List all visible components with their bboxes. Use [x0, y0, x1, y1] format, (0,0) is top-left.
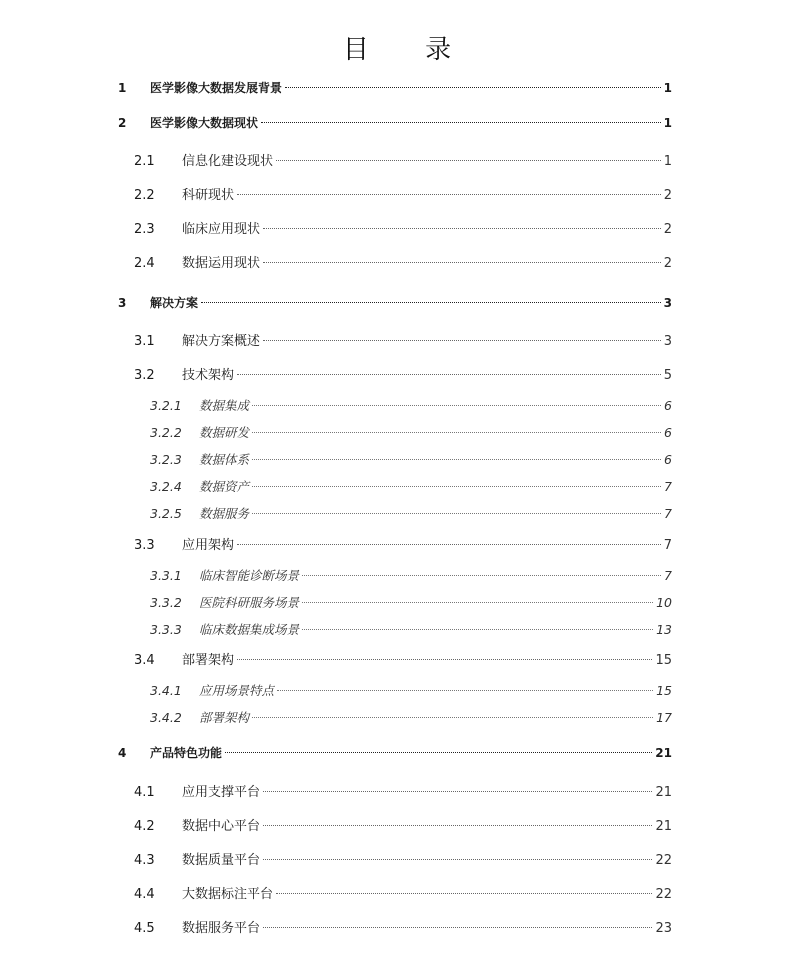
toc-entry-page: 6: [664, 452, 672, 467]
toc-entry-text: 应用架构: [182, 538, 235, 553]
toc-entry-page: 13: [656, 622, 672, 637]
toc-entry-text: 解决方案概述: [182, 334, 261, 349]
toc-entry-text: 技术架构: [182, 368, 235, 383]
toc-entry-number: 4.5: [134, 921, 155, 936]
toc-entry-number: 3.3.1: [150, 568, 182, 583]
dot-leader: [252, 485, 661, 487]
dot-leader: [277, 689, 653, 691]
toc-entry-page: 10: [656, 595, 672, 610]
toc-entry-text: 应用支撑平台: [182, 785, 261, 800]
toc-entry-text: 数据资产: [199, 479, 250, 494]
dot-leader: [252, 404, 661, 406]
toc-entry-level2[interactable]: [134, 220, 672, 240]
dot-leader: [237, 658, 652, 660]
toc-entry-text: 数据服务平台: [182, 921, 261, 936]
toc-title: 目 录: [342, 35, 476, 65]
toc-entry-page: 6: [664, 398, 672, 413]
toc-entry-level3[interactable]: [150, 681, 672, 701]
dot-leader: [302, 601, 653, 603]
dot-leader: [252, 431, 661, 433]
toc-entry-page: 7: [664, 506, 672, 521]
toc-entry-number: 4.4: [134, 887, 155, 902]
toc-entry-level3[interactable]: [150, 593, 672, 613]
toc-entry-number: 2.4: [134, 256, 155, 271]
toc-entry-text: 产品特色功能: [150, 746, 223, 760]
toc-entry-page: 15: [655, 653, 672, 668]
toc-entry-number: 1: [118, 81, 127, 95]
toc-entry-text: 部署架构: [199, 710, 250, 725]
toc-entry-level2[interactable]: [134, 366, 672, 386]
dot-leader: [237, 193, 661, 195]
toc-entry-level3[interactable]: [150, 477, 672, 497]
toc-entry-text: 医学影像大数据发展背景: [150, 81, 283, 95]
toc-entry-page: 2: [663, 222, 672, 237]
toc-entry-text: 医学影像大数据现状: [150, 116, 259, 130]
toc-entry-number: 2.1: [134, 154, 155, 169]
toc-entry-number: 4.1: [134, 785, 155, 800]
toc-entry-number: 3.2.2: [150, 425, 182, 440]
toc-entry-level2[interactable]: [134, 919, 672, 939]
dot-leader: [252, 512, 661, 514]
toc-entry-level3[interactable]: [150, 708, 672, 728]
toc-entry-text: 数据集成: [199, 398, 250, 413]
toc-entry-page: 21: [655, 746, 672, 760]
toc-entry-level2[interactable]: [134, 186, 672, 206]
toc-entry-page: 3: [663, 296, 672, 310]
toc-entry-text: 数据质量平台: [182, 853, 261, 868]
toc-entry-number: 3: [118, 296, 127, 310]
toc-entry-page: 1: [663, 116, 672, 130]
toc-entry-text: 临床应用现状: [182, 222, 261, 237]
dot-leader: [263, 261, 661, 263]
toc-entry-page: 3: [663, 334, 672, 349]
dot-leader: [263, 790, 652, 792]
toc-entry-text: 数据体系: [199, 452, 250, 467]
toc-entry-page: 21: [655, 785, 672, 800]
toc-entry-level2[interactable]: [134, 651, 672, 671]
toc-entry-number: 3.3.2: [150, 595, 182, 610]
dot-leader: [225, 751, 652, 753]
toc-entry-level2[interactable]: [134, 152, 672, 172]
toc-entry-page: 22: [655, 853, 672, 868]
toc-entry-level3[interactable]: [150, 423, 672, 443]
dot-leader: [276, 892, 652, 894]
toc-entry-level2[interactable]: [134, 885, 672, 905]
dot-leader: [263, 227, 661, 229]
toc-entry-level1[interactable]: [118, 113, 672, 133]
toc-entry-page: 2: [663, 188, 672, 203]
dot-leader: [263, 926, 652, 928]
toc-entry-level3[interactable]: [150, 504, 672, 524]
toc-entry-number: 3.3: [134, 538, 155, 553]
toc-entry-text: 数据服务: [199, 506, 250, 521]
toc-entry-number: 3.2.3: [150, 452, 182, 467]
toc-entry-number: 3.3.3: [150, 622, 182, 637]
toc-entry-page: 7: [663, 538, 672, 553]
toc-entry-text: 数据研发: [199, 425, 250, 440]
toc-entry-text: 大数据标注平台: [182, 887, 274, 902]
toc-entry-number: 2: [118, 116, 127, 130]
toc-entry-number: 4: [118, 746, 127, 760]
toc-entry-number: 3.2.4: [150, 479, 182, 494]
dot-leader: [285, 86, 661, 88]
toc-entry-level2[interactable]: [134, 817, 672, 837]
toc-entry-level2[interactable]: [134, 254, 672, 274]
toc-entry-text: 解决方案: [150, 296, 199, 310]
dot-leader: [252, 458, 661, 460]
toc-entry-level2[interactable]: [134, 851, 672, 871]
toc-entry-level1[interactable]: [118, 743, 672, 763]
toc-entry-number: 3.1: [134, 334, 155, 349]
dot-leader: [263, 339, 661, 341]
toc-entry-page: 15: [656, 683, 672, 698]
dot-leader: [201, 301, 661, 303]
dot-leader: [237, 373, 661, 375]
dot-leader: [276, 159, 661, 161]
toc-entry-level3[interactable]: [150, 450, 672, 470]
toc-entry-page: 17: [656, 710, 672, 725]
toc-entry-number: 3.4: [134, 653, 155, 668]
toc-entry-page: 23: [655, 921, 672, 936]
toc-entry-page: 7: [664, 479, 672, 494]
toc-entry-page: 22: [655, 887, 672, 902]
toc-entry-page: 6: [664, 425, 672, 440]
dot-leader: [263, 824, 652, 826]
toc-entry-page: 1: [663, 81, 672, 95]
toc-entry-level2[interactable]: [134, 783, 672, 803]
toc-entry-level3[interactable]: [150, 396, 672, 416]
toc-entry-text: 信息化建设现状: [182, 154, 274, 169]
toc-entry-number: 2.3: [134, 222, 155, 237]
toc-entry-level1[interactable]: [118, 78, 672, 98]
toc-entry-page: 5: [663, 368, 672, 383]
dot-leader: [302, 574, 661, 576]
toc-entry-level2[interactable]: [134, 536, 672, 556]
toc-entry-text: 数据中心平台: [182, 819, 261, 834]
toc-entry-level3[interactable]: [150, 566, 672, 586]
toc-entry-level2[interactable]: [134, 332, 672, 352]
dot-leader: [261, 121, 661, 123]
toc-entry-level3[interactable]: [150, 620, 672, 640]
toc-entry-number: 3.4.2: [150, 710, 182, 725]
toc-entry-number: 4.3: [134, 853, 155, 868]
toc-entry-number: 2.2: [134, 188, 155, 203]
toc-entry-text: 科研现状: [182, 188, 235, 203]
toc-entry-text: 临床智能诊断场景: [199, 568, 300, 583]
toc-entry-text: 部署架构: [182, 653, 235, 668]
dot-leader: [302, 628, 653, 630]
dot-leader: [252, 716, 653, 718]
toc-entry-text: 数据运用现状: [182, 256, 261, 271]
toc-entry-page: 7: [664, 568, 672, 583]
toc-entry-text: 应用场景特点: [199, 683, 275, 698]
toc-entry-page: 1: [663, 154, 672, 169]
toc-entry-number: 4.2: [134, 819, 155, 834]
toc-entry-level1[interactable]: [118, 293, 672, 313]
toc-entry-number: 3.2.5: [150, 506, 182, 521]
toc-entry-number: 3.2: [134, 368, 155, 383]
toc-entry-number: 3.4.1: [150, 683, 182, 698]
toc-entry-page: 2: [663, 256, 672, 271]
toc-entry-text: 临床数据集成场景: [199, 622, 300, 637]
dot-leader: [237, 543, 661, 545]
toc-entry-text: 医院科研服务场景: [199, 595, 300, 610]
dot-leader: [263, 858, 652, 860]
toc-entry-page: 21: [655, 819, 672, 834]
toc-entry-number: 3.2.1: [150, 398, 182, 413]
